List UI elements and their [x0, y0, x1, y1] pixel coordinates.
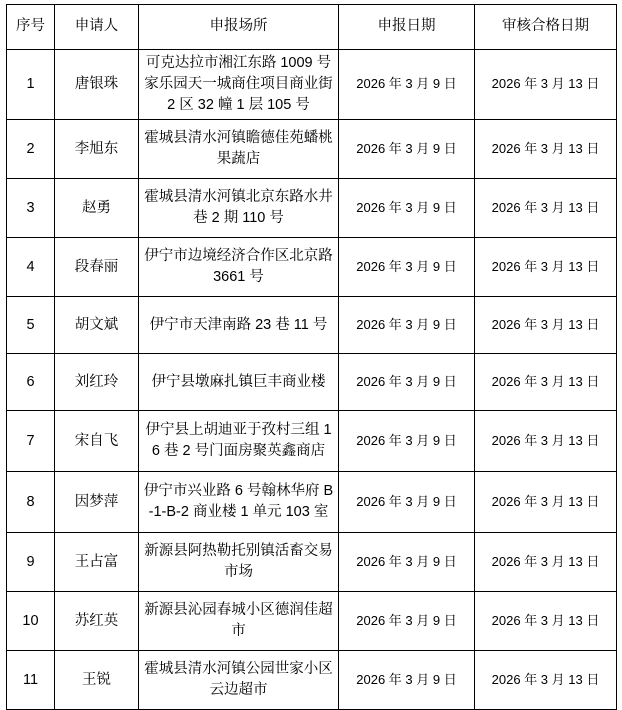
cell-index: 7: [7, 411, 55, 472]
cell-apply-date: 2026 年 3 月 9 日: [339, 533, 475, 592]
table-row: [7, 50, 617, 120]
cell-pass-date: 2026 年 3 月 13 日: [475, 533, 617, 592]
cell-place: 新源县沁园春城小区德润佳超市: [139, 592, 339, 651]
cell-applicant: 李旭东: [55, 120, 139, 179]
table-row: [7, 238, 617, 297]
cell-index: 1: [7, 50, 55, 120]
cell-place: 伊宁市兴业路 6 号翰林华府 B-1-B-2 商业楼 1 单元 103 室: [139, 472, 339, 533]
cell-pass-date: 2026 年 3 月 13 日: [475, 50, 617, 120]
cell-apply-date: 2026 年 3 月 9 日: [339, 50, 475, 120]
table-row: [7, 354, 617, 411]
cell-apply-date: 2026 年 3 月 9 日: [339, 238, 475, 297]
column-header-applicant: 申请人: [55, 5, 139, 50]
cell-place: 霍城县清水河镇瞻德佳苑蟠桃果蔬店: [139, 120, 339, 179]
table-row: [7, 297, 617, 354]
cell-place: 新源县阿热勒托别镇活畜交易市场: [139, 533, 339, 592]
cell-index: 11: [7, 651, 55, 710]
cell-pass-date: 2026 年 3 月 13 日: [475, 120, 617, 179]
cell-place: 可克达拉市湘江东路 1009 号家乐园天一城商住项目商业街 2 区 32 幢 1 层 105 号: [139, 50, 339, 120]
cell-applicant: 因梦萍: [55, 472, 139, 533]
cell-pass-date: 2026 年 3 月 13 日: [475, 354, 617, 411]
cell-pass-date: 2026 年 3 月 13 日: [475, 238, 617, 297]
cell-index: 3: [7, 179, 55, 238]
table-row: [7, 592, 617, 651]
cell-place: 伊宁市天津南路 23 巷 11 号: [139, 297, 339, 354]
cell-pass-date: 2026 年 3 月 13 日: [475, 592, 617, 651]
cell-pass-date: 2026 年 3 月 13 日: [475, 472, 617, 533]
column-header-apply-date: 申报日期: [339, 5, 475, 50]
cell-apply-date: 2026 年 3 月 9 日: [339, 354, 475, 411]
cell-place: 伊宁县上胡迪亚于孜村三组 16 巷 2 号门面房聚英鑫商店: [139, 411, 339, 472]
table-row: [7, 411, 617, 472]
cell-applicant: 王占富: [55, 533, 139, 592]
cell-applicant: 胡文斌: [55, 297, 139, 354]
column-header-place: 申报场所: [139, 5, 339, 50]
cell-applicant: 王锐: [55, 651, 139, 710]
cell-index: 2: [7, 120, 55, 179]
approval-table: [6, 4, 617, 710]
cell-pass-date: 2026 年 3 月 13 日: [475, 179, 617, 238]
cell-applicant: 刘红玲: [55, 354, 139, 411]
table-row: [7, 120, 617, 179]
cell-applicant: 赵勇: [55, 179, 139, 238]
table-row: [7, 533, 617, 592]
cell-apply-date: 2026 年 3 月 9 日: [339, 651, 475, 710]
cell-apply-date: 2026 年 3 月 9 日: [339, 120, 475, 179]
cell-place: 伊宁县墩麻扎镇巨丰商业楼: [139, 354, 339, 411]
cell-index: 6: [7, 354, 55, 411]
cell-place: 伊宁市边境经济合作区北京路 3661 号: [139, 238, 339, 297]
cell-applicant: 宋自飞: [55, 411, 139, 472]
cell-applicant: 唐银珠: [55, 50, 139, 120]
cell-index: 4: [7, 238, 55, 297]
table-row: [7, 179, 617, 238]
cell-pass-date: 2026 年 3 月 13 日: [475, 297, 617, 354]
column-header-pass-date: 审核合格日期: [475, 5, 617, 50]
cell-index: 10: [7, 592, 55, 651]
cell-place: 霍城县清水河镇北京东路水井巷 2 期 110 号: [139, 179, 339, 238]
cell-applicant: 苏红英: [55, 592, 139, 651]
table-row: [7, 651, 617, 710]
cell-pass-date: 2026 年 3 月 13 日: [475, 411, 617, 472]
cell-apply-date: 2026 年 3 月 9 日: [339, 411, 475, 472]
cell-place: 霍城县清水河镇公园世家小区云边超市: [139, 651, 339, 710]
table-row: [7, 472, 617, 533]
cell-apply-date: 2026 年 3 月 9 日: [339, 297, 475, 354]
cell-index: 8: [7, 472, 55, 533]
column-header-index: 序号: [7, 5, 55, 50]
cell-applicant: 段春丽: [55, 238, 139, 297]
cell-apply-date: 2026 年 3 月 9 日: [339, 592, 475, 651]
cell-apply-date: 2026 年 3 月 9 日: [339, 179, 475, 238]
cell-index: 5: [7, 297, 55, 354]
table-header-row: [7, 5, 617, 50]
cell-pass-date: 2026 年 3 月 13 日: [475, 651, 617, 710]
cell-index: 9: [7, 533, 55, 592]
cell-apply-date: 2026 年 3 月 9 日: [339, 472, 475, 533]
